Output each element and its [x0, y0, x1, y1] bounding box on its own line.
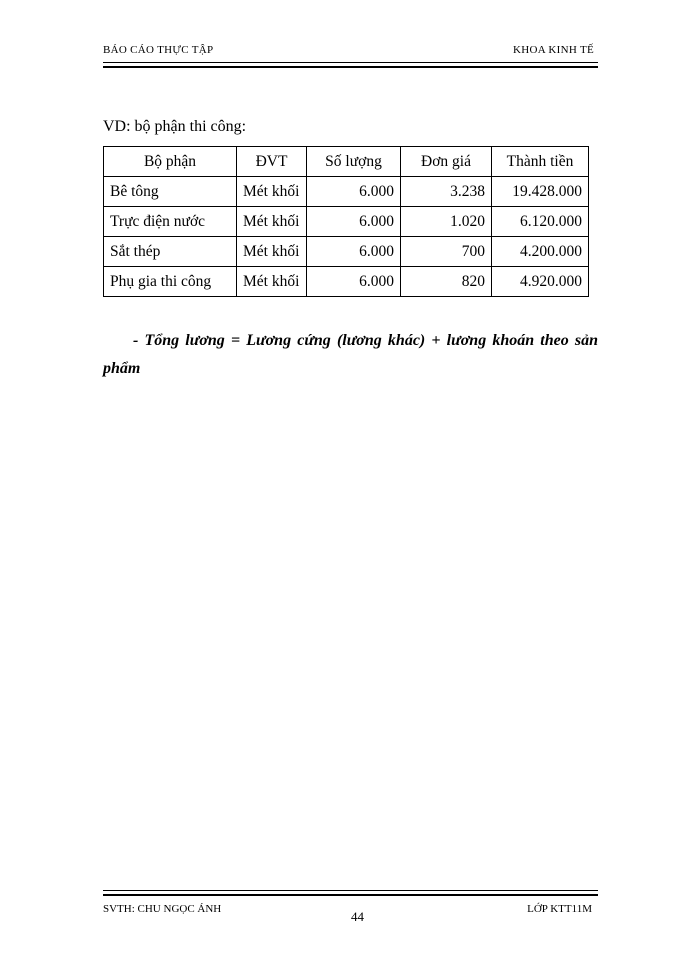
table-row: [104, 207, 589, 237]
cell-amount: 6.120.000: [492, 207, 589, 237]
header-faculty: KHOA KINH TẾ: [512, 44, 594, 56]
formula-line-2: phẩm: [103, 360, 141, 377]
column-header-unit-price: Đơn giá: [401, 147, 492, 177]
cell-quantity: 6.000: [307, 237, 401, 267]
footer-divider: [103, 890, 598, 896]
table-header-row: [104, 147, 589, 177]
column-header-quantity: Số lượng: [307, 147, 401, 177]
cell-unit-price: 3.238: [401, 177, 492, 207]
table-row: [104, 177, 589, 207]
cell-unit-price: 700: [401, 237, 492, 267]
table-row: [104, 237, 589, 267]
cost-table: [103, 146, 589, 297]
column-header-department: Bộ phận: [104, 147, 237, 177]
cell-unit: Mét khối: [237, 207, 307, 237]
cell-amount: 4.920.000: [492, 267, 589, 297]
footer-class: LỚP KTT11M: [527, 903, 592, 915]
cell-department: Bê tông: [104, 177, 237, 207]
footer-student-name: SVTH: CHU NGỌC ÁNH: [103, 903, 222, 915]
cell-department: Trực điện nước: [104, 207, 237, 237]
cell-amount: 19.428.000: [492, 177, 589, 207]
header-divider: [103, 62, 598, 68]
header-report-title: BÁO CÁO THỰC TẬP: [103, 44, 214, 56]
example-intro: VD: bộ phận thi công:: [103, 118, 247, 135]
column-header-amount: Thành tiền: [492, 147, 589, 177]
cell-unit-price: 1.020: [401, 207, 492, 237]
cell-unit: Mét khối: [237, 267, 307, 297]
table-row: [104, 267, 589, 297]
cell-quantity: 6.000: [307, 207, 401, 237]
cell-department: Sắt thép: [104, 237, 237, 267]
cell-unit: Mét khối: [237, 177, 307, 207]
salary-formula: [103, 327, 598, 383]
cell-department: Phụ gia thi công: [104, 267, 237, 297]
cell-unit: Mét khối: [237, 237, 307, 267]
cell-amount: 4.200.000: [492, 237, 589, 267]
page-number: 44: [351, 909, 364, 924]
cell-quantity: 6.000: [307, 267, 401, 297]
cell-quantity: 6.000: [307, 177, 401, 207]
column-header-unit: ĐVT: [237, 147, 307, 177]
formula-line-1: - Tổng lương = Lương cứng (lương khác) + lương khoán theo sản: [133, 332, 598, 349]
cell-unit-price: 820: [401, 267, 492, 297]
